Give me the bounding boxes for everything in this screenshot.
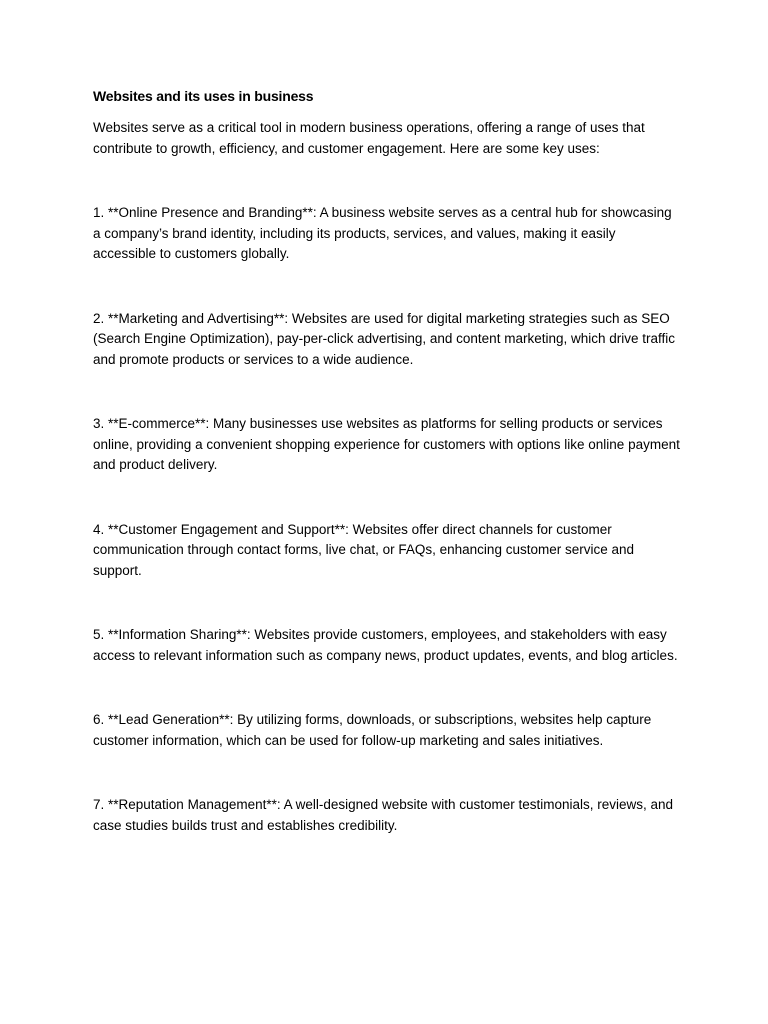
list-item-marketing: 2. **Marketing and Advertising**: Websites are used for digital marketing strategies such as SEO (Search Engine Optimization), pay-per-click advertising, and content marketing, which drive traffic and promote products or services to a wide audience.: [93, 310, 676, 367]
list-item-customer-engagement: 4. **Customer Engagement and Support**: Websites offer direct channels for customer communication through contact forms, live chat, or FAQs, enhancing customer service and support.: [93, 521, 635, 578]
list-item-online-presence: 1. **Online Presence and Branding**: A business website serves as a central hub for showcasing a company’s brand identity, including its products, services, and values, making it easily accessible to customers globally.: [93, 205, 672, 261]
list-item-lead-generation: 6. **Lead Generation**: By utilizing forms, downloads, or subscriptions, websites help capture customer information, which can be used for follow-up marketing and sales initiatives.: [93, 712, 652, 748]
list-item-information-sharing: 5. **Information Sharing**: Websites provide customers, employees, and stakeholders with easy access to relevant information such as company news, product updates, events, and blog articles.: [93, 627, 678, 663]
list-item-reputation-management: 7. **Reputation Management**: A well-designed website with customer testimonials, reviews, and case studies builds trust and establishes credibility.: [93, 797, 674, 833]
uses-list: [93, 203, 682, 836]
intro-paragraph: Websites serve as a critical tool in modern business operations, offering a range of uses that contribute to growth, efficiency, and customer engagement. Here are some key uses:: [93, 120, 645, 156]
document-title: Websites and its uses in business: [93, 88, 314, 104]
list-item-ecommerce: 3. **E-commerce**: Many businesses use websites as platforms for selling products or services online, providing a convenient shopping experience for customers with options like online payment and product delivery.: [93, 416, 680, 472]
